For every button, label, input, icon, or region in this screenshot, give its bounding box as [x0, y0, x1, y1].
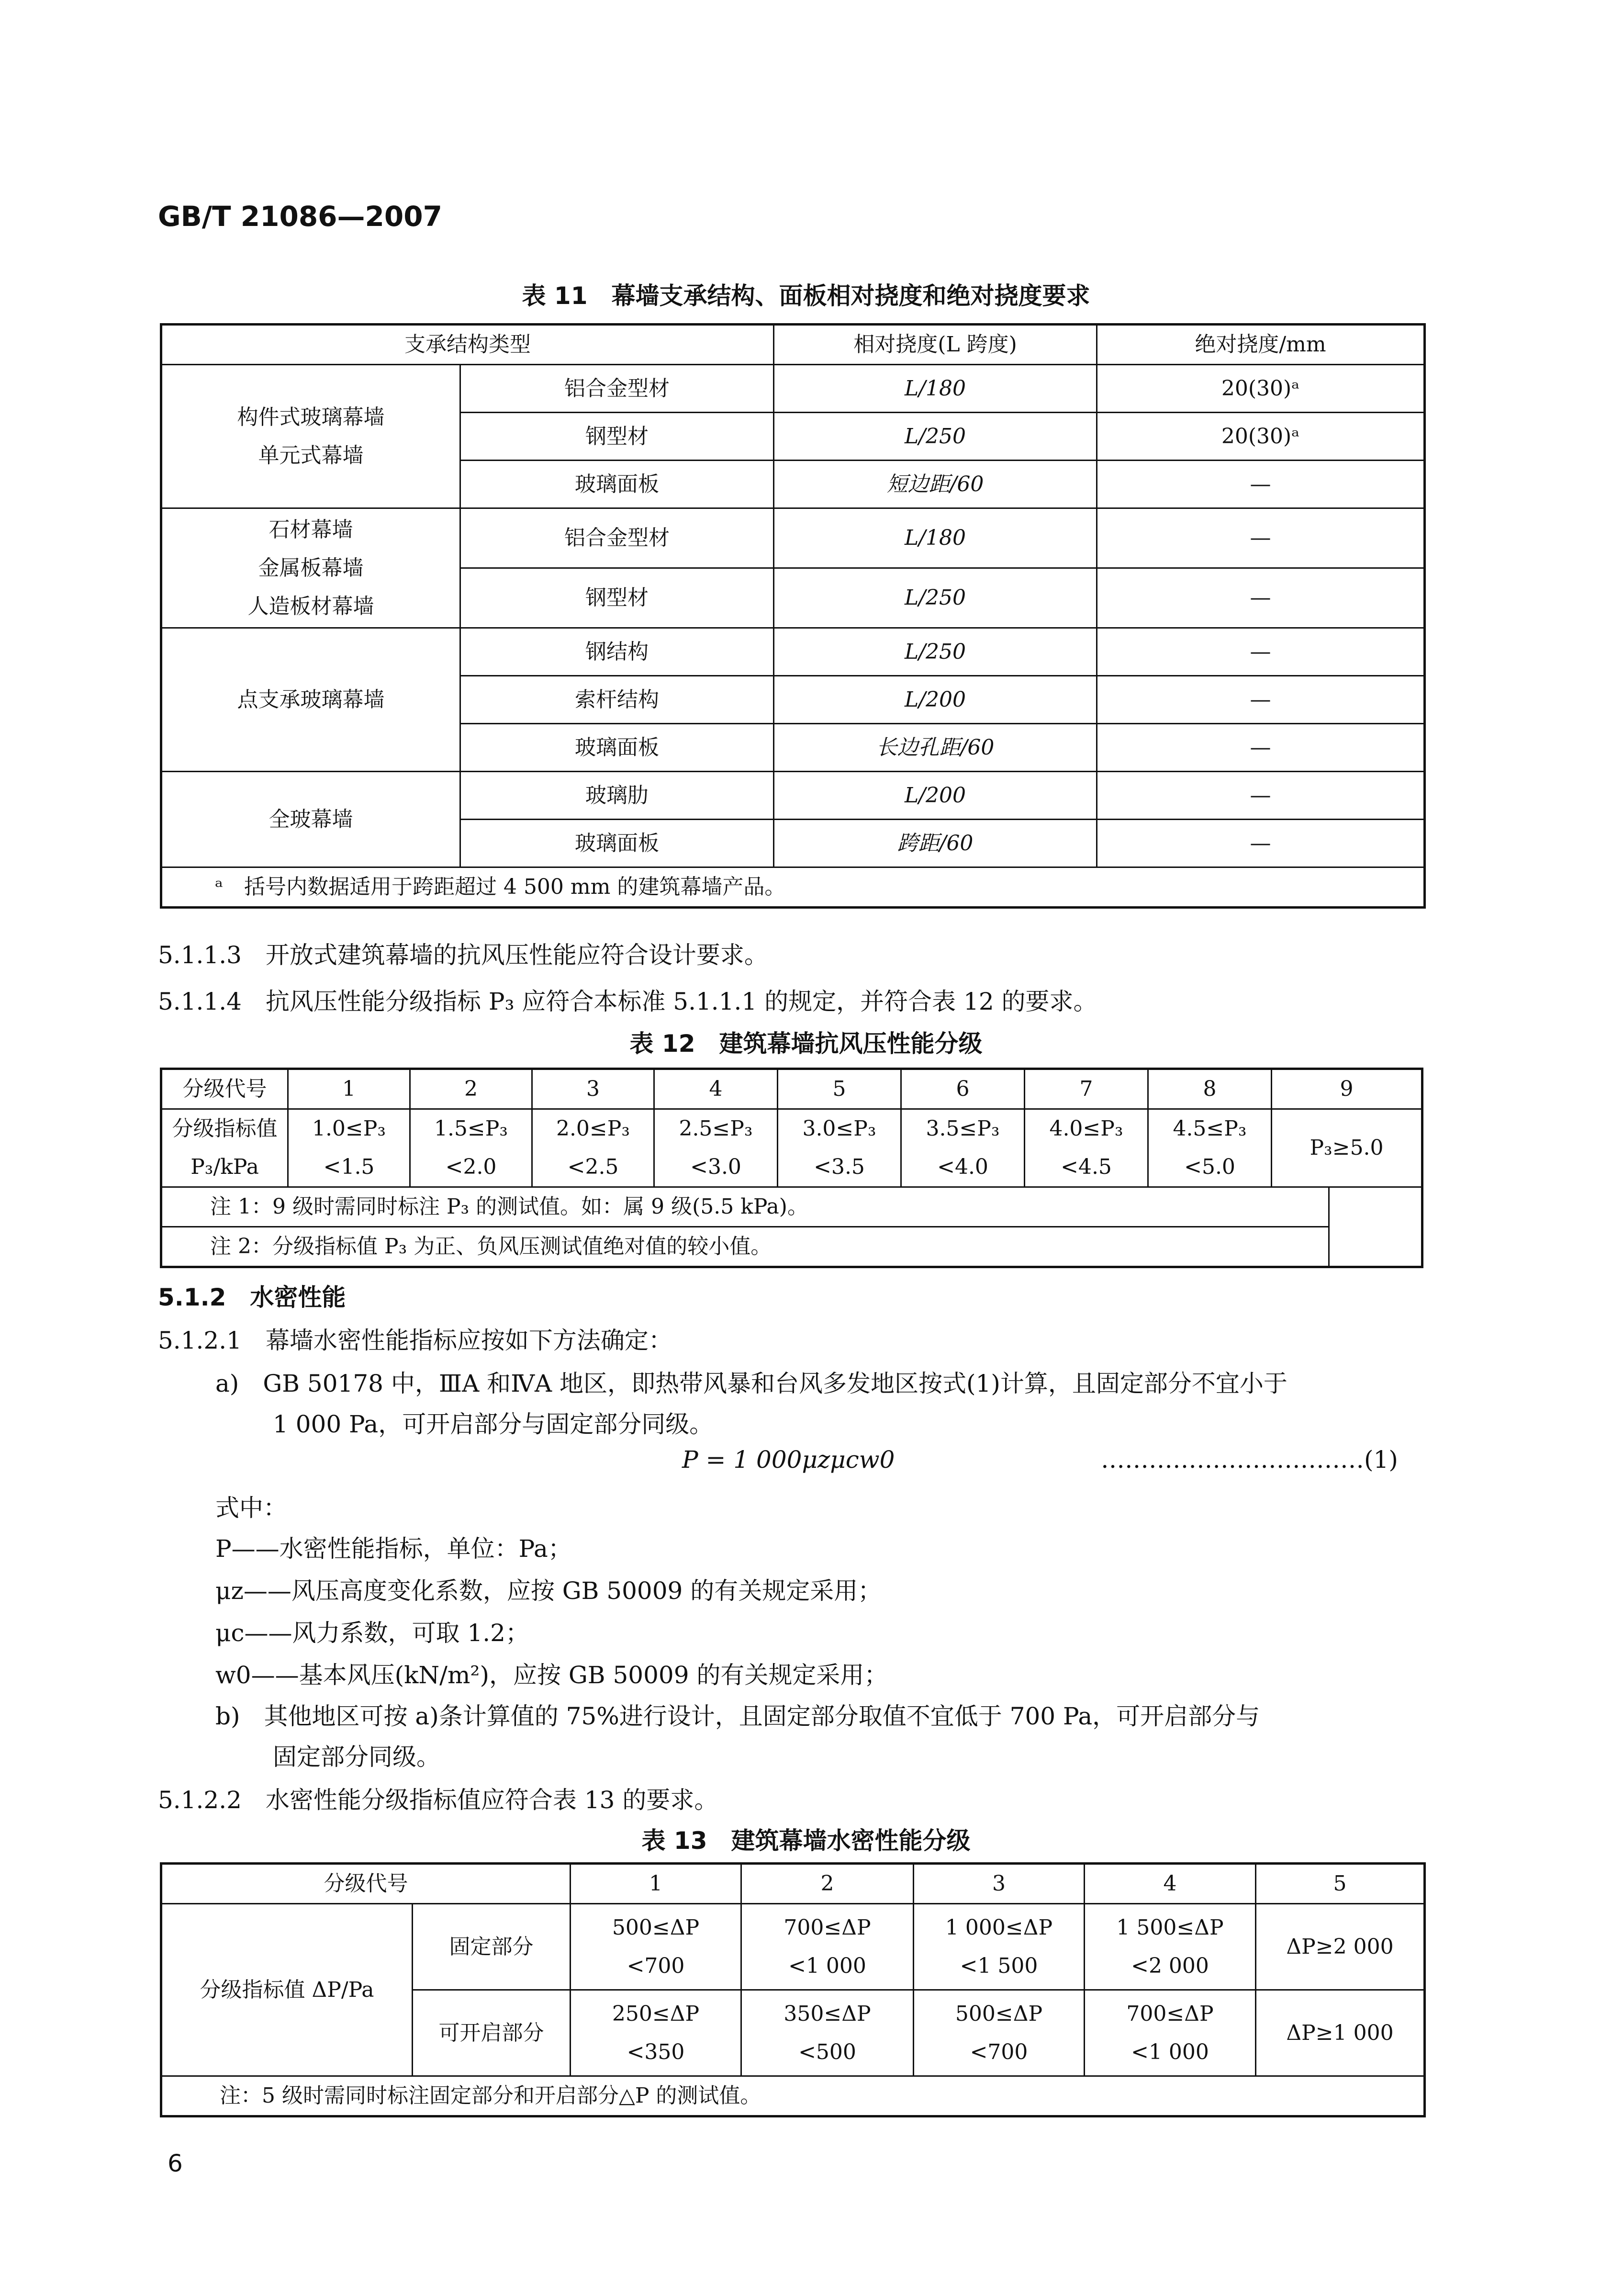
- grade-range-2: [410, 1109, 532, 1187]
- grade-range-4: [654, 1109, 778, 1187]
- absolute-deflection: —: [1097, 461, 1425, 508]
- grade-range-2-line-0: 1.5≤P₃: [434, 1116, 508, 1141]
- open-range-4-line-0: 700≤ΔP: [1126, 2001, 1214, 2026]
- absolute-deflection: —: [1097, 772, 1425, 820]
- def-P: P——水密性能指标，单位：Pa；: [215, 1535, 572, 1563]
- table-row: [161, 772, 1425, 820]
- page-number: 6: [168, 2150, 183, 2177]
- grade-range-1-line-0: 1.0≤P₃: [312, 1116, 386, 1141]
- table-12-caption: 表 12 建筑幕墙抗风压性能分级: [629, 1030, 983, 1058]
- grade-range-3-line-1: <2.5: [567, 1155, 619, 1179]
- grade-range-4-line-1: <3.0: [690, 1155, 741, 1179]
- table-13-code-row: [161, 1864, 1425, 1904]
- open-range-4-line-1: <1 000: [1131, 2039, 1209, 2064]
- open-range-2-line-0: 350≤ΔP: [784, 2001, 871, 2026]
- fixed-range-1: [571, 1904, 741, 1990]
- fixed-range-4-line-1: <2 000: [1131, 1953, 1209, 1978]
- relative-deflection: L/200: [774, 772, 1097, 820]
- grade-code-2: 2: [741, 1864, 914, 1904]
- grade-code-7: 7: [1025, 1069, 1148, 1109]
- fixed-range-3: [914, 1904, 1085, 1990]
- support-type-group-3: [161, 772, 460, 867]
- grade-range-5-line-1: <3.5: [814, 1155, 865, 1179]
- table-11-header-row: [161, 325, 1425, 365]
- table-11-caption: 表 11 幕墙支承结构、面板相对挠度和绝对挠度要求: [522, 282, 1090, 310]
- open-range-3-line-0: 500≤ΔP: [955, 2001, 1043, 2026]
- table-13-note-row: [161, 2076, 1425, 2116]
- grade-code-label: 分级代号: [161, 1069, 288, 1109]
- standard-code: GB/T 21086—2007: [158, 200, 442, 233]
- relative-deflection: L/180: [774, 508, 1097, 568]
- table-12-note-row: [161, 1227, 1422, 1267]
- member-type: 玻璃肋: [460, 772, 774, 820]
- fixed-range-4: [1085, 1904, 1256, 1990]
- def-mu-z: μz——风压高度变化系数，应按 GB 50009 的有关规定采用；: [215, 1577, 882, 1605]
- fixed-range-2: [741, 1904, 914, 1990]
- absolute-deflection: —: [1097, 676, 1425, 724]
- table-12: [160, 1068, 1423, 1268]
- table-12-note-row: [161, 1187, 1422, 1227]
- table-13-caption: 表 13 建筑幕墙水密性能分级: [641, 1827, 971, 1855]
- member-type: 钢型材: [460, 413, 774, 461]
- fixed-range-3-line-0: 1 000≤ΔP: [945, 1915, 1053, 1940]
- member-type: 铝合金型材: [460, 365, 774, 413]
- clause-5-1-1-4: 5.1.1.4 抗风压性能分级指标 P₃ 应符合本标准 5.1.1.1 的规定，并符合表 12 的要求。: [158, 988, 1097, 1015]
- member-type: 铝合金型材: [460, 508, 774, 568]
- grade-index-label-line-0: 分级指标值: [172, 1116, 278, 1141]
- relative-deflection: L/250: [774, 413, 1097, 461]
- table-row: [161, 628, 1425, 676]
- item-b-line-1: b) 其他地区可按 a)条计算值的 75%进行设计，且固定部分取值不宜低于 700 Pa，可开启部分与: [215, 1702, 1260, 1730]
- relative-deflection: 长边孔距/60: [774, 724, 1097, 772]
- grade-range-7-line-0: 4.0≤P₃: [1049, 1116, 1123, 1141]
- open-range-2: [741, 1990, 914, 2076]
- fixed-range-2-line-0: 700≤ΔP: [784, 1915, 871, 1940]
- grade-code-6: 6: [901, 1069, 1025, 1109]
- grade-index-label: [161, 1109, 288, 1187]
- absolute-deflection: —: [1097, 568, 1425, 628]
- relative-deflection: L/250: [774, 568, 1097, 628]
- grade-range-5: [778, 1109, 901, 1187]
- section-5-1-2-heading: 5.1.2 水密性能: [158, 1283, 346, 1311]
- item-a-line-2: 1 000 Pa，可开启部分与固定部分同级。: [273, 1410, 714, 1438]
- member-type: 玻璃面板: [460, 724, 774, 772]
- item-a-line-1: a) GB 50178 中，ⅢA 和ⅣA 地区，即热带风暴和台风多发地区按式(1)计算，且固定部分不宜小于: [215, 1370, 1287, 1397]
- support-type-group-3-line-0: 全玻幕墙: [269, 807, 353, 832]
- grade-code-3: 3: [914, 1864, 1085, 1904]
- absolute-deflection: —: [1097, 820, 1425, 867]
- header-support-type: 支承结构类型: [161, 325, 774, 365]
- grade-range-8-line-0: 4.5≤P₃: [1173, 1116, 1247, 1141]
- table-row: [161, 508, 1425, 568]
- open-range-4: [1085, 1990, 1256, 2076]
- member-type: 玻璃面板: [460, 820, 774, 867]
- member-type: 钢型材: [460, 568, 774, 628]
- table-11-footnote-row: [161, 867, 1425, 908]
- formula-1: P = 1 000μzμcw0: [682, 1446, 895, 1474]
- table-11-footnote: ᵃ 括号内数据适用于跨距超过 4 500 mm 的建筑幕墙产品。: [161, 867, 1425, 908]
- fixed-range-1-line-0: 500≤ΔP: [612, 1915, 700, 1940]
- item-b-line-2: 固定部分同级。: [273, 1743, 440, 1771]
- absolute-deflection: 20(30)ᵃ: [1097, 413, 1425, 461]
- absolute-deflection: —: [1097, 508, 1425, 568]
- grade-range-3-line-0: 2.0≤P₃: [556, 1116, 630, 1141]
- relative-deflection: L/250: [774, 628, 1097, 676]
- grade-index-label-line-1: P₃/kPa: [190, 1155, 259, 1179]
- table-13: [160, 1862, 1426, 2117]
- relative-deflection: 跨距/60: [774, 820, 1097, 867]
- table-11: [160, 323, 1426, 909]
- grade-range-2-line-1: <2.0: [445, 1155, 497, 1179]
- def-mu-c: μc——风力系数，可取 1.2；: [215, 1619, 529, 1647]
- clause-5-1-1-3: 5.1.1.3 开放式建筑幕墙的抗风压性能应符合设计要求。: [158, 941, 768, 969]
- grade-range-1: [288, 1109, 410, 1187]
- support-type-group-1-line-0: 石材幕墙: [269, 517, 353, 542]
- clause-5-1-2-1: 5.1.2.1 幕墙水密性能指标应按如下方法确定：: [158, 1327, 672, 1354]
- fixed-range-1-line-1: <700: [627, 1953, 685, 1978]
- grade-range-9: P₃≥5.0: [1272, 1109, 1422, 1187]
- grade-code-9: 9: [1272, 1069, 1422, 1109]
- grade-code-1: 1: [571, 1864, 741, 1904]
- member-type: 索杆结构: [460, 676, 774, 724]
- support-type-group-2: [161, 628, 460, 772]
- support-type-group-0: [161, 365, 460, 508]
- open-range-3-line-1: <700: [970, 2039, 1028, 2064]
- table-13-note: 注：5 级时需同时标注固定部分和开启部分△P 的测试值。: [161, 2076, 1425, 2116]
- absolute-deflection: 20(30)ᵃ: [1097, 365, 1425, 413]
- table-12-code-row: [161, 1069, 1422, 1109]
- water-index-label: 分级指标值 ΔP/Pa: [161, 1904, 413, 2076]
- grade-code-2: 2: [410, 1069, 532, 1109]
- fixed-range-3-line-1: <1 500: [960, 1953, 1038, 1978]
- member-type: 玻璃面板: [460, 461, 774, 508]
- open-range-1-line-0: 250≤ΔP: [612, 2001, 700, 2026]
- where-label: 式中：: [215, 1494, 287, 1522]
- grade-code-3: 3: [532, 1069, 654, 1109]
- open-range-3: [914, 1990, 1085, 2076]
- support-type-group-1-line-2: 人造板材幕墙: [247, 594, 374, 619]
- grade-code-label: 分级代号: [161, 1864, 571, 1904]
- clause-5-1-2-2: 5.1.2.2 水密性能分级指标值应符合表 13 的要求。: [158, 1786, 718, 1814]
- relative-deflection: L/180: [774, 365, 1097, 413]
- grade-code-5: 5: [778, 1069, 901, 1109]
- grade-range-5-line-0: 3.0≤P₃: [802, 1116, 876, 1141]
- formula-number: ……………………………(1): [1101, 1446, 1398, 1474]
- grade-range-6: [901, 1109, 1025, 1187]
- open-range-1: [571, 1990, 741, 2076]
- grade-code-4: 4: [654, 1069, 778, 1109]
- open-range-1-line-1: <350: [627, 2039, 685, 2064]
- table-12-note-1: 注 1：9 级时需同时标注 P₃ 的测试值。如：属 9 级(5.5 kPa)。: [161, 1187, 1329, 1227]
- grade-range-1-line-1: <1.5: [323, 1155, 375, 1179]
- grade-range-7-line-1: <4.5: [1061, 1155, 1112, 1179]
- fixed-range-2-line-1: <1 000: [788, 1953, 866, 1978]
- grade-range-6-line-1: <4.0: [937, 1155, 988, 1179]
- support-type-group-0-line-0: 构件式玻璃幕墙: [237, 405, 385, 429]
- grade-code-8: 8: [1148, 1069, 1272, 1109]
- member-type: 钢结构: [460, 628, 774, 676]
- absolute-deflection: —: [1097, 628, 1425, 676]
- grade-range-7: [1025, 1109, 1148, 1187]
- fixed-range-4-line-0: 1 500≤ΔP: [1116, 1915, 1224, 1940]
- grade-range-4-line-0: 2.5≤P₃: [679, 1116, 753, 1141]
- relative-deflection: 短边距/60: [774, 461, 1097, 508]
- table-13-fixed-row: [161, 1904, 1425, 1990]
- fixed-range-5: ΔP≥2 000: [1256, 1904, 1425, 1990]
- header-absolute-deflection: 绝对挠度/mm: [1097, 325, 1425, 365]
- grade-range-3: [532, 1109, 654, 1187]
- header-relative-deflection: 相对挠度(L 跨度): [774, 325, 1097, 365]
- grade-code-1: 1: [288, 1069, 410, 1109]
- table-row: [161, 365, 1425, 413]
- grade-code-4: 4: [1085, 1864, 1256, 1904]
- support-type-group-2-line-0: 点支承玻璃幕墙: [237, 687, 385, 712]
- support-type-group-1-line-1: 金属板幕墙: [258, 555, 364, 580]
- support-type-group-1: [161, 508, 460, 628]
- grade-range-6-line-0: 3.5≤P₃: [926, 1116, 1000, 1141]
- absolute-deflection: —: [1097, 724, 1425, 772]
- open-range-5: ΔP≥1 000: [1256, 1990, 1425, 2076]
- support-type-group-0-line-1: 单元式幕墙: [258, 443, 364, 468]
- fixed-part-label: 固定部分: [413, 1904, 571, 1990]
- def-w0: w0——基本风压(kN/m²)，应按 GB 50009 的有关规定采用；: [215, 1661, 888, 1689]
- grade-code-5: 5: [1256, 1864, 1425, 1904]
- open-part-label: 可开启部分: [413, 1990, 571, 2076]
- relative-deflection: L/200: [774, 676, 1097, 724]
- open-range-2-line-1: <500: [798, 2039, 856, 2064]
- grade-range-8-line-1: <5.0: [1184, 1155, 1235, 1179]
- table-12-index-row: [161, 1109, 1422, 1187]
- grade-range-8: [1148, 1109, 1272, 1187]
- table-12-note-2: 注 2：分级指标值 P₃ 为正、负风压测试值绝对值的较小值。: [161, 1227, 1329, 1267]
